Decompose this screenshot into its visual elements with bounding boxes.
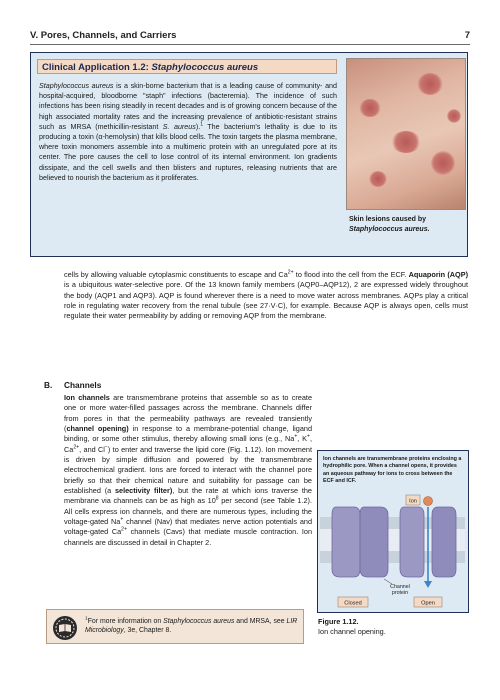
ion-sphere — [424, 497, 433, 506]
closed-label: Closed — [344, 600, 362, 607]
photo-caption: Skin lesions caused by Staphylococcus aureus. — [349, 216, 430, 233]
clinical-application-text: Staphylococcus aureus is a skin-borne bacterium that is a leading cause of community- and hospital-acquired, bloodborne "staph" infections (bacteremia). The incidence of such infections has been rising steadily in recent decades and is of growing concern because of the high associated mortality rates and the increasing prevalence of antibiotic-resistant strains such as MRSA (methicillin-resistant S. aureus).$^1$ The bacterium's lethality is due to its producing a toxin (α-hemolysin) that kills blood cells. The toxin targets the plasma membrane, where toxin monomers assemble into a multimeric protein with an unregulated pore at its center. The pore causes the cell to lose control of its internal environment. Ion gradients dissipate, and the cell swells and then blisters and ruptures, releasing nutrients that are believed to nourish the bacterium as it proliferates. — [39, 82, 338, 182]
header-rule — [30, 44, 470, 45]
closed-channel — [332, 507, 388, 577]
lesion-spot — [391, 131, 421, 153]
lesion-spot — [431, 151, 455, 175]
body-paragraph-aquaporin: cells by allowing valuable cytoplasmic constituents to escape and $Ca^{2+}$ to flood into the cell from the ECF. Aquaporin (AQP) is a ubiquitous water-selective pore. Of the 13 known family members (AQP0–AQP12), 2 are expressed widely throughout the body (AQP1 and AQP3). AQP is found wherever there is a need to move water across membranes. AQPs play a critical role in regulating water recovery from the renal tubule (see 27·V·C), for example. Because AQP is always open, cells must regulate their water permeability by adding or removing AQP from the membrane. — [64, 269, 469, 321]
body-paragraph-channels: Ion channels are transmembrane proteins that assemble so as to create one or more water-filled passages across the membrane. Channels differ from pores in that the permeability pathways are revealed transiently (channel opening) in response to a membrane-potential change, ligand binding, or some other stimulus, thereby allowing small ions (e.g., Na+, K+, $Ca^{2+}$, and Cl−) to enter and traverse the lipid core (Fig. 1.12). Ion movement is driven by simple diffusion and powered by the transmembrane electrochemical gradient. Ions are forced to interact with the channel pore briefly so that their chemical nature and suitability for passage can be established (a selectivity filter), but the rate at which ions traverse the membrane via channels can be as high as $10^8$ per second (see Table 1.2). All cells express ion channels, and there are numerous types, including the voltage-gated Na+ channel (Nav) that mediates nerve action potentials and voltage-gated $Ca^{2+}$ channels (Cavs) that mediate muscle contraction. Ion channels are discussed in detail in Chapter 2. — [64, 393, 313, 547]
channel-protein-label-line1: Channel — [390, 584, 410, 590]
reference-book-icon — [52, 615, 78, 641]
footnote-text: $^1$For more information on Staphylococcus aureus and MRSA, see LIR Microbiology, 3e, Chapter 8. — [85, 616, 298, 635]
lesion-spot — [359, 99, 381, 117]
figure-caption-title: Figure 1.12. — [318, 617, 359, 626]
running-header-title: V. Pores, Channels, and Carriers — [30, 30, 177, 41]
footnote-reference: 1 — [200, 121, 203, 128]
page-number: 7 — [464, 30, 470, 41]
channel-protein-subunit — [332, 507, 360, 577]
footnote-box — [46, 609, 304, 644]
channel-protein-label-line2: protein — [391, 590, 409, 596]
lesion-spot — [447, 109, 461, 123]
lesion-spot — [369, 171, 387, 187]
channel-protein-subunit — [360, 507, 388, 577]
figure-description: Ion channels are transmembrane proteins enclosing a hydrophilic pore. When a channel opens, it provides an aqueous pathway for ions to cross between the ECF and ICF. — [323, 456, 462, 485]
ion-label: Ion — [409, 498, 417, 505]
section-heading: Channels — [64, 380, 102, 390]
open-label: Open — [421, 600, 435, 607]
lesion-spot — [417, 73, 443, 95]
arrowhead-icon — [424, 581, 432, 588]
figure-ion-channel — [317, 450, 469, 613]
figure-caption-text: Ion channel opening. — [318, 627, 386, 636]
clinical-application-box — [30, 52, 468, 257]
channel-protein-subunit — [432, 507, 456, 577]
clinical-application-title: Clinical Application 1.2: Staphylococcus aureus — [37, 59, 337, 74]
skin-lesion-photo — [346, 58, 466, 210]
channel-protein-subunit — [400, 507, 424, 577]
section-label: B. — [44, 380, 53, 390]
